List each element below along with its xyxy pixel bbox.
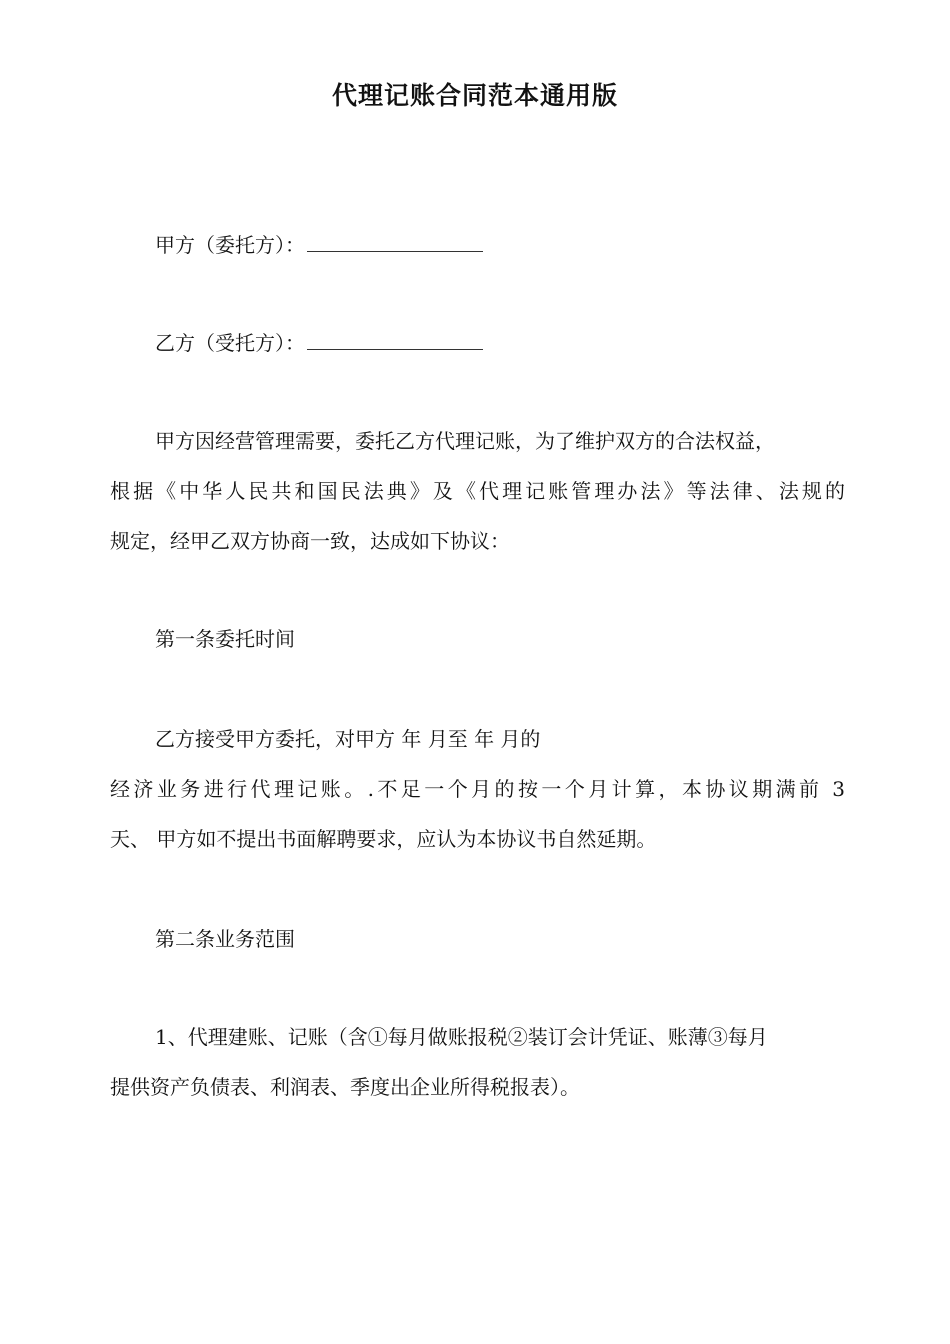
party-a-label: 甲方（委托方）：: [155, 233, 305, 257]
intro-line-1: 甲方因经营管理需要，委托乙方代理记账，为了维护双方的合法权益，: [155, 429, 775, 453]
article2-line-2: 提供资产负债表、利润表、季度出企业所得税报表）。: [110, 1075, 580, 1099]
party-b-line: [155, 328, 483, 358]
document-title: 代理记账合同范本通用版: [331, 81, 618, 110]
party-b-blank[interactable]: [307, 331, 483, 350]
article1-line-1: 乙方接受甲方委托，对甲方 年 月至 年 月的: [155, 727, 541, 751]
article2-line-1: 1、代理建账、记账（含①每月做账报税②装订会计凭证、账薄③每月: [155, 1025, 768, 1049]
article1-line-2: 经济业务进行代理记账。.不足一个月的按一个月计算，本协议期满前 3: [110, 777, 845, 801]
party-a-blank[interactable]: [307, 233, 483, 252]
article1-line-3: 天、 甲方如不提出书面解聘要求，应认为本协议书自然延期。: [110, 827, 657, 851]
intro-line-3: 规定，经甲乙双方协商一致，达成如下协议：: [110, 529, 510, 553]
article1-heading: 第一条委托时间: [155, 627, 295, 651]
party-a-line: [155, 230, 483, 260]
party-b-label: 乙方（受托方）：: [155, 331, 305, 355]
article2-heading: 第二条业务范围: [155, 927, 295, 951]
intro-line-2: 根据《中华人民共和国民法典》及《代理记账管理办法》等法律、法规的: [110, 479, 845, 503]
